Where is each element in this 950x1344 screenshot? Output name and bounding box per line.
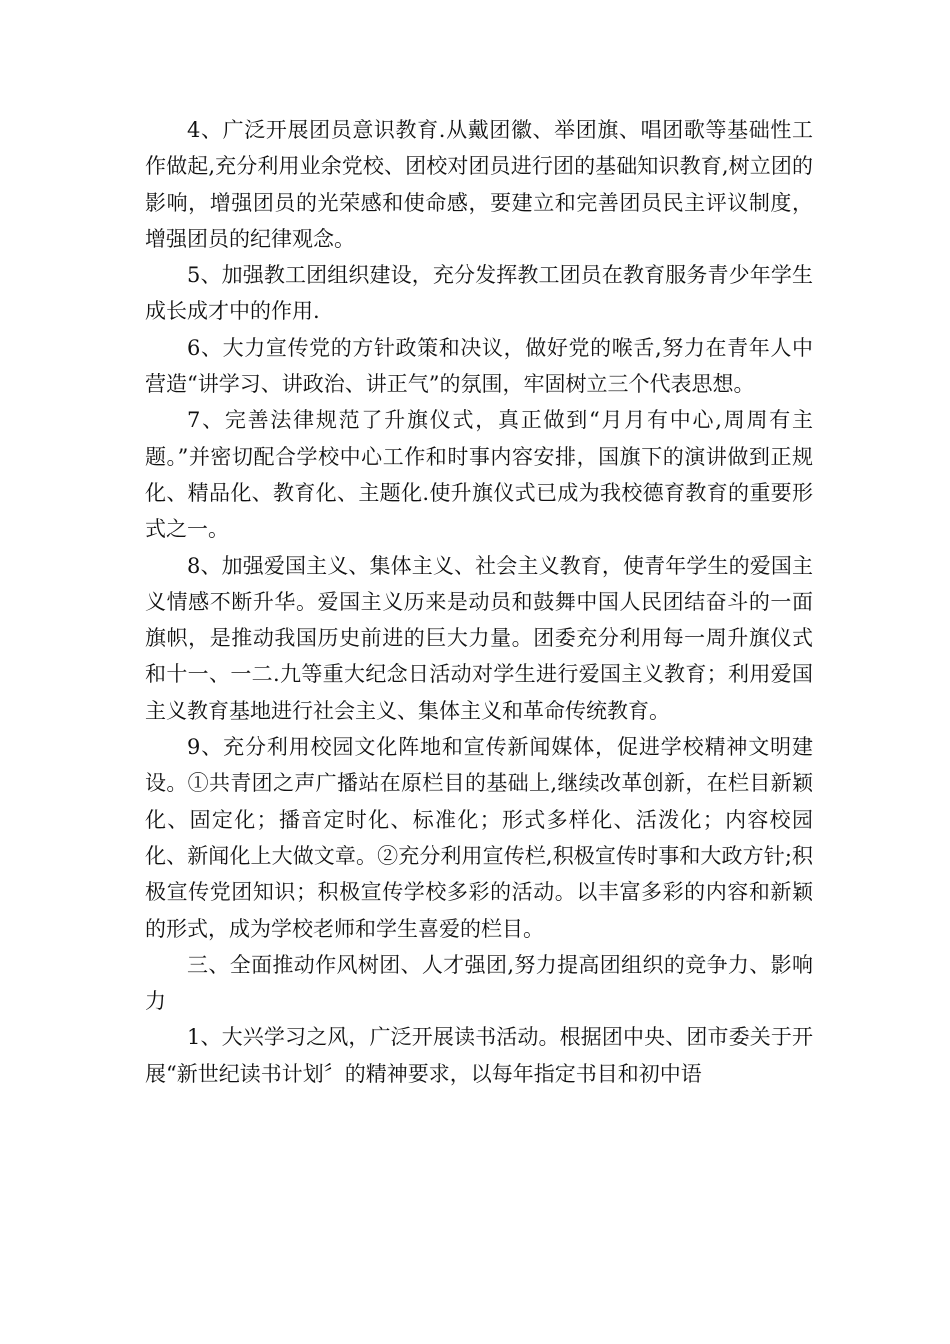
paragraph-item-1: 1、大兴学习之风，广泛开展读书活动。根据团中央、团市委关于开展“新世纪读书计划〞的精神要求，以每年指定书目和初中语 xyxy=(145,1025,813,1086)
paragraph-item-8: 8、加强爱国主义、集体主义、社会主义教育，使青年学生的爱国主义情感不断升华。爱国主义历来是动员和鼓舞中国人民团结奋斗的一面旗帜，是推动我国历史前进的巨大力量。团委充分利用每一周升旗仪式和十一、一二.九等重大纪念日活动对学生进行爱国主义教育；利用爱国主义教育基地进行社会主义、集体主义和革命传统教育。 xyxy=(145,553,813,723)
paragraph-item-7: 7、完善法律规范了升旗仪式，真正做到“月月有中心,周周有主题。”并密切配合学校中心工作和时事内容安排，国旗下的演讲做到正规化、精品化、教育化、主题化.使升旗仪式已成为我校德育教育的重要形式之一。 xyxy=(145,408,813,542)
paragraph-item-6: 6、大力宣传党的方针政策和决议，做好党的喉舌,努力在青年人中营造“讲学习、讲政治、讲正气”的氛围，牢固树立三个代表思想。 xyxy=(145,335,813,397)
document-body xyxy=(145,112,813,1092)
paragraph-item-5: 5、加强教工团组织建设，充分发挥教工团员在教育服务青少年学生成长成才中的作用. xyxy=(145,263,813,324)
section-heading-3: 三、全面推动作风树团、人才强团,努力提高团组织的竞争力、影响力 xyxy=(145,952,813,1014)
paragraph-item-4: 4、广泛开展团员意识教育.从戴团徽、举团旗、唱团歌等基础性工作做起,充分利用业余党校、团校对团员进行团的基础知识教育,树立团的影响，增强团员的光荣感和使命感，要建立和完善团员民主评议制度，增强团员的纪律观念。 xyxy=(145,118,813,251)
paragraph-item-9: 9、充分利用校园文化阵地和宣传新闻媒体，促进学校精神文明建设。①共青团之声广播站在原栏目的基础上,继续改革创新，在栏目新颖化、固定化；播音定时化、标准化；形式多样化、活泼化；内容校园化、新闻化上大做文章。②充分利用宣传栏,积极宣传时事和大政方针;积极宣传党团知识；积极宣传学校多彩的活动。以丰富多彩的内容和新颖的形式，成为学校老师和学生喜爱的栏目。 xyxy=(145,735,813,941)
